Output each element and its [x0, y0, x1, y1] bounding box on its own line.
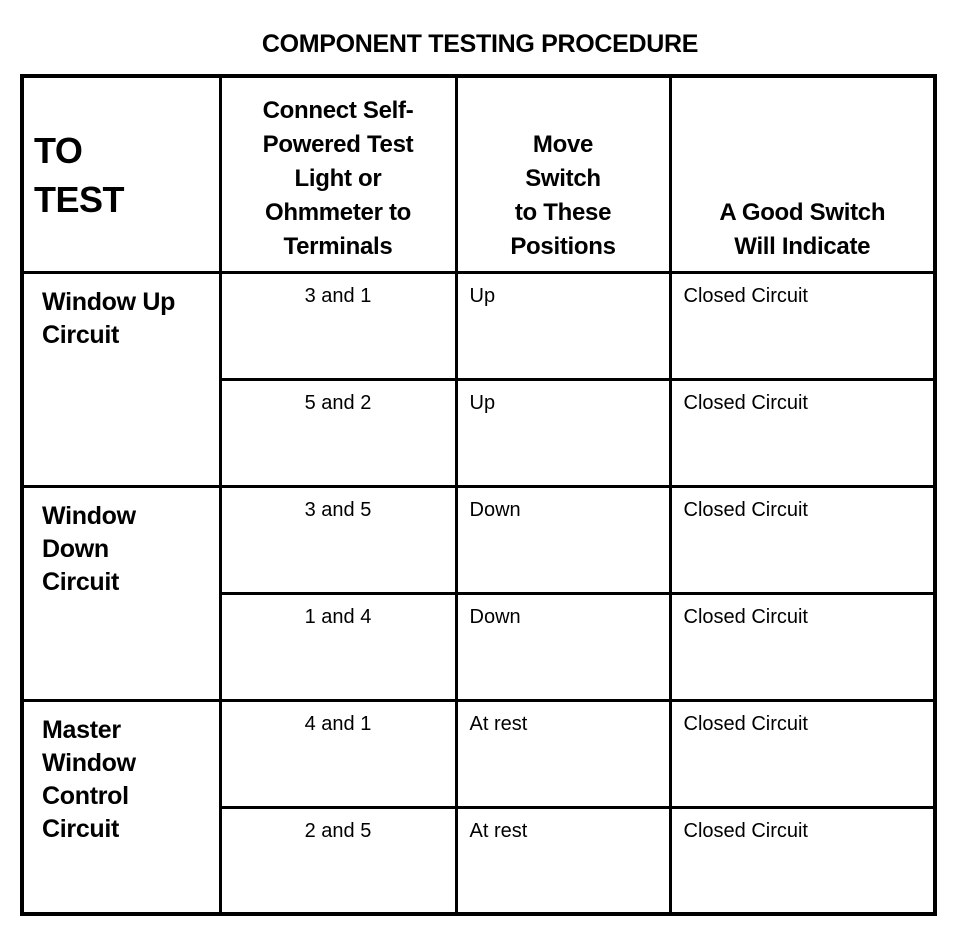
- terminals-cell: 4 and 1: [220, 700, 456, 807]
- terminals-cell: 5 and 2: [220, 379, 456, 486]
- indication-cell: Closed Circuit: [670, 700, 935, 807]
- header-to-test: [22, 76, 220, 272]
- header-connect-terminals-label: Connect Self- Powered Test Light or Ohmmeter to Terminals: [262, 97, 414, 260]
- terminals-cell: 3 and 5: [220, 486, 456, 593]
- header-move-switch-label: Move Switch to These Positions: [510, 131, 616, 260]
- header-connect-terminals: [220, 76, 456, 272]
- test-name-cell: Window Up Circuit: [22, 272, 220, 486]
- position-cell: At rest: [456, 807, 670, 914]
- table-row: [22, 272, 935, 379]
- position-cell: Up: [456, 379, 670, 486]
- header-move-switch: [456, 76, 670, 272]
- table-row: [22, 700, 935, 807]
- indication-cell: Closed Circuit: [670, 486, 935, 593]
- test-name-cell: Window Down Circuit: [22, 486, 220, 700]
- position-cell: Up: [456, 272, 670, 379]
- indication-cell: Closed Circuit: [670, 379, 935, 486]
- position-cell: Down: [456, 593, 670, 700]
- position-cell: Down: [456, 486, 670, 593]
- indication-cell: Closed Circuit: [670, 807, 935, 914]
- component-testing-table: [20, 74, 937, 916]
- test-name-cell: Master Window Control Circuit: [22, 700, 220, 914]
- header-good-switch-indication-label: A Good Switch Will Indicate: [719, 199, 886, 260]
- terminals-cell: 1 and 4: [220, 593, 456, 700]
- table-row: [22, 486, 935, 593]
- terminals-cell: 2 and 5: [220, 807, 456, 914]
- terminals-cell: 3 and 1: [220, 272, 456, 379]
- document-title: COMPONENT TESTING PROCEDURE: [261, 30, 699, 58]
- indication-cell: Closed Circuit: [670, 272, 935, 379]
- position-cell: At rest: [456, 700, 670, 807]
- header-to-test-label: TO TEST: [34, 130, 125, 220]
- table-header-row: [22, 76, 935, 272]
- header-good-switch-indication: [670, 76, 935, 272]
- indication-cell: Closed Circuit: [670, 593, 935, 700]
